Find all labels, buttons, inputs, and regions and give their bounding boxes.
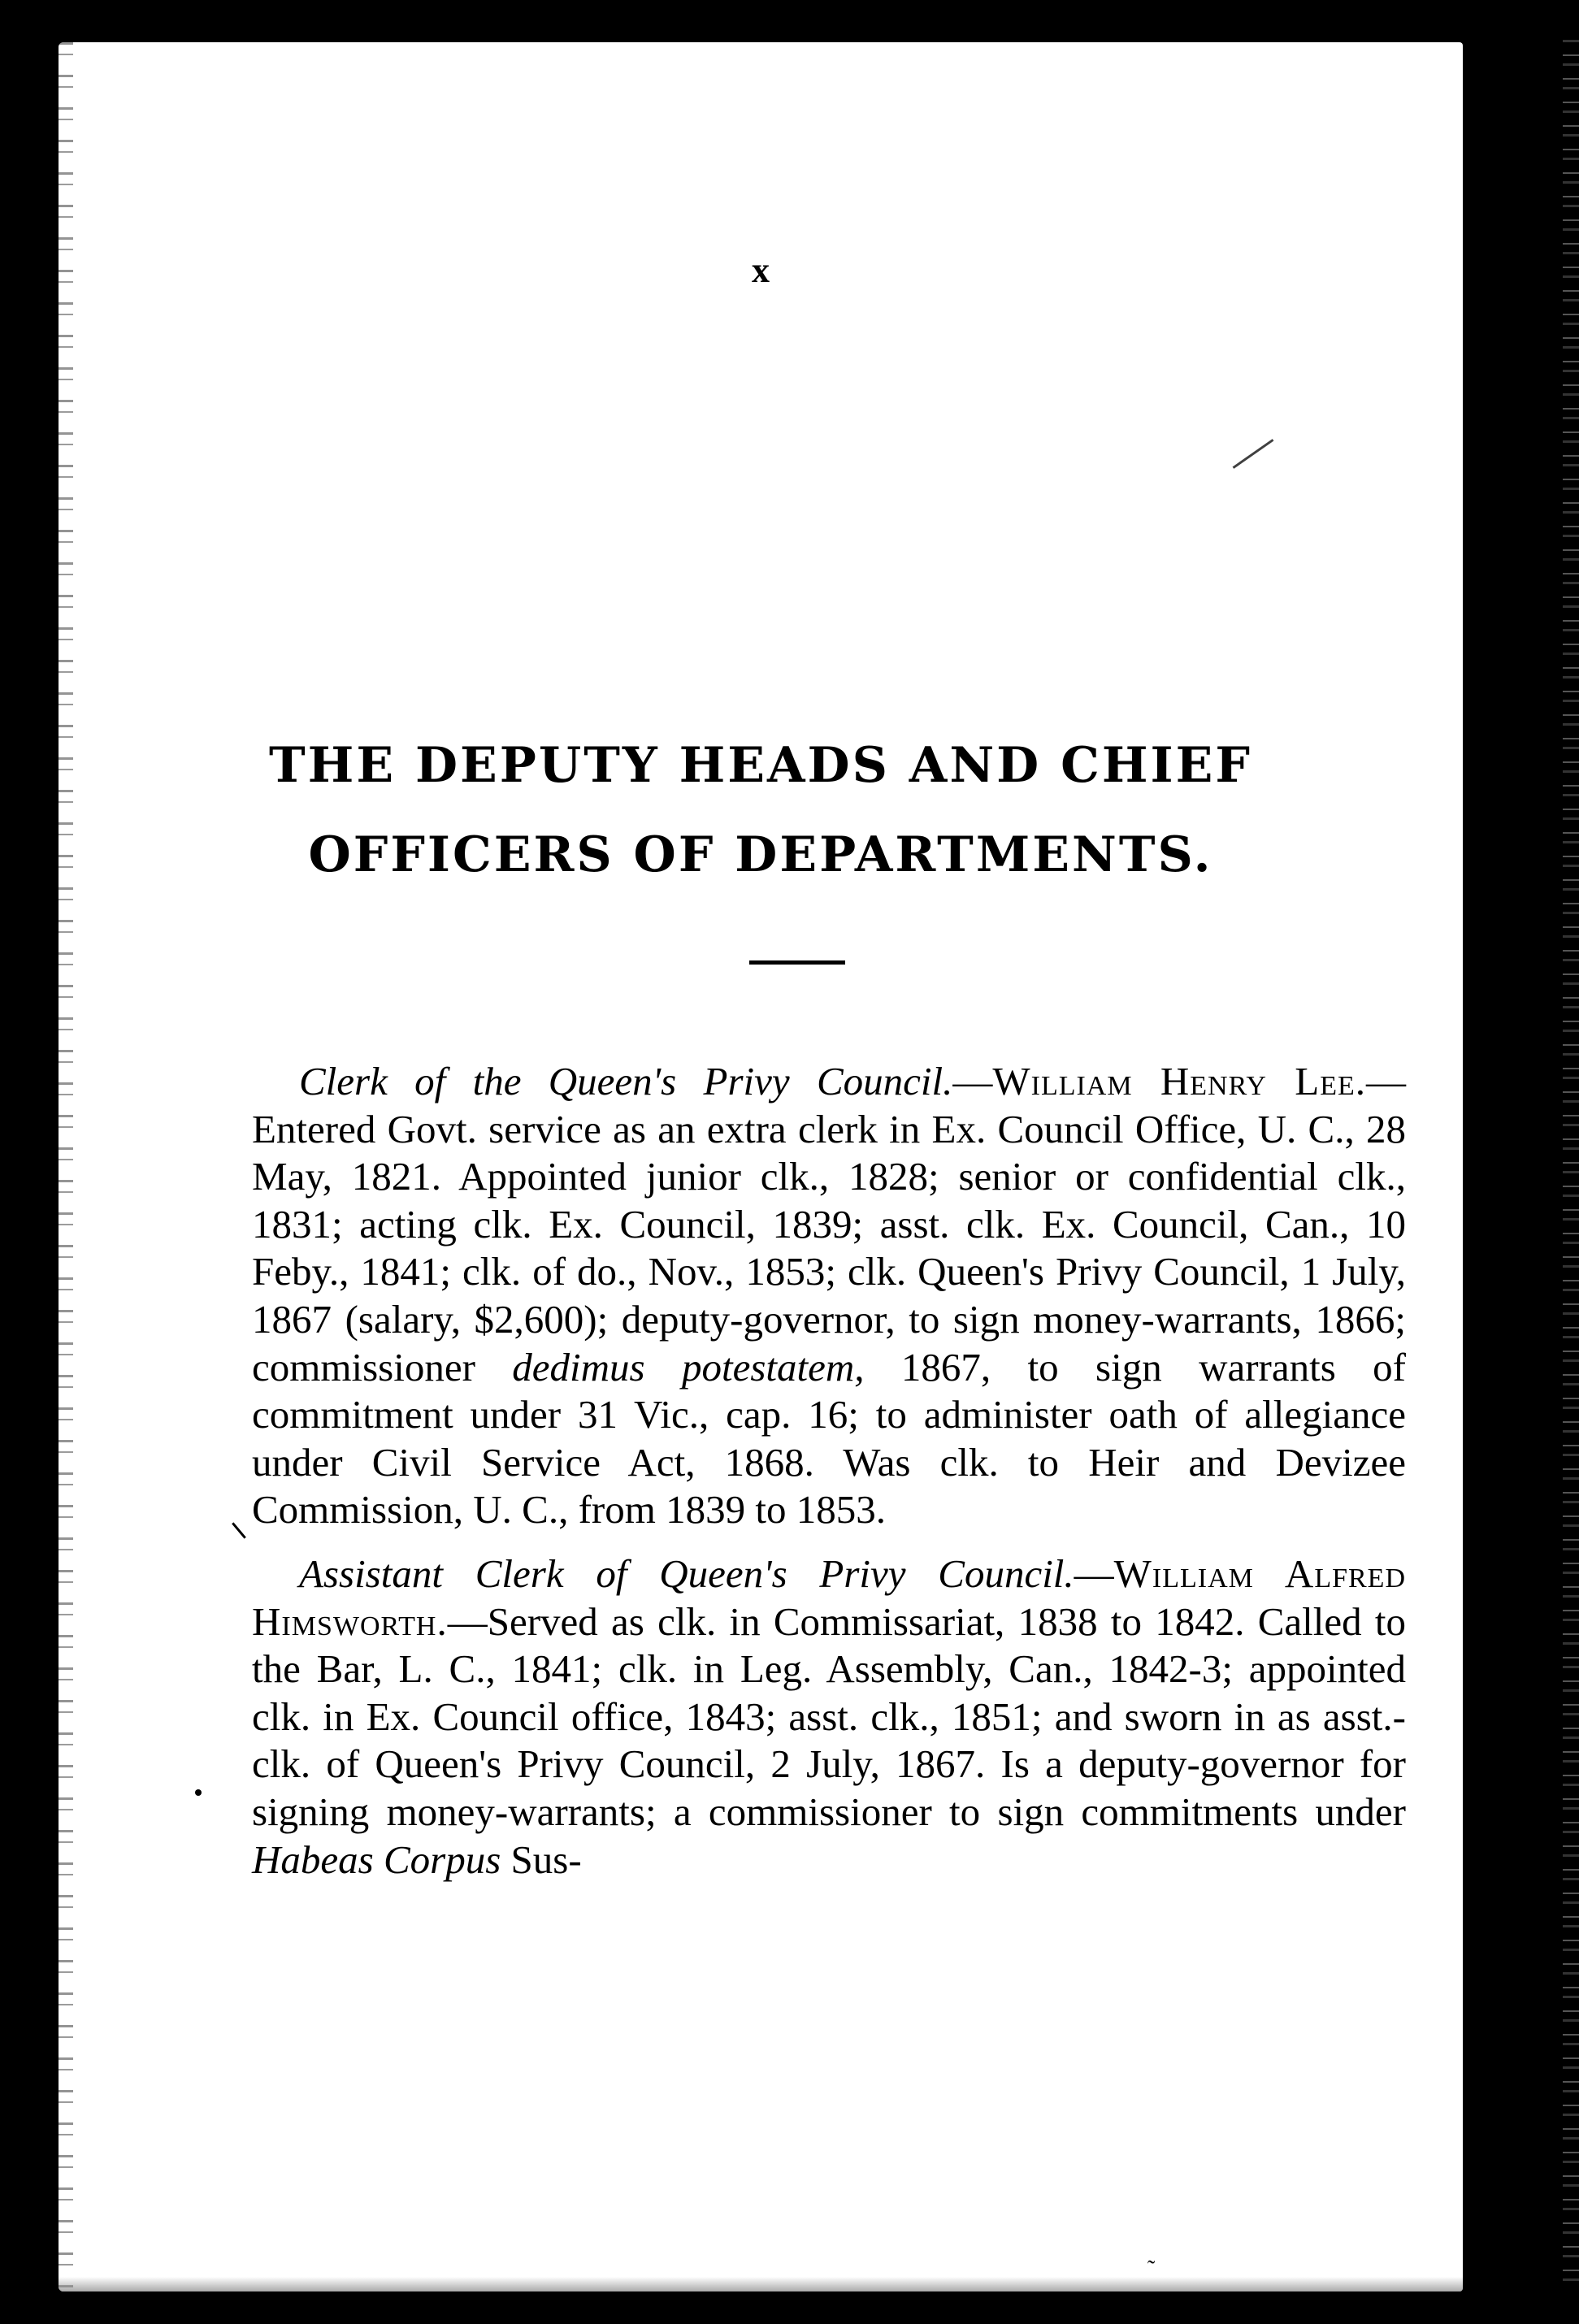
title-line-1: THE DEPUTY HEADS AND CHIEF: [269, 737, 1252, 794]
entry-text-cont: 1867, to sign warrants of commitment under 31 Vic., cap. 16; to administer oath of allegiance under Civil Service Act, 1868. Was clk. to Heir and Devizee Commission, U. C., from 1839 to 1853.: [252, 1344, 1406, 1533]
entry-separator: —: [952, 1059, 993, 1103]
body-text: [252, 1058, 1406, 1900]
title-rule: [749, 960, 845, 965]
margin-dot: [195, 1789, 202, 1796]
entry-text: —Served as clk. in Commissariat, 1838 to 1842. Called to the Bar, L. C., 1841; clk. in Leg. Assembly, Can., 1842-3; appointed clk. in Ex. Council office, 1843; asst. clk., 1851; and sworn in as asst.-clk. of Queen's Privy Council, 2 July, 1867. Is a deputy-governor for signing money-warrants; a commissioner to sign commitments under: [252, 1598, 1406, 1834]
entry-text-cont: Sus-: [501, 1836, 582, 1882]
entry-latin-term: dedimus potestatem,: [512, 1344, 865, 1390]
book-edge-shadow: [1563, 33, 1579, 2291]
entry-person-name: William Henry Lee.: [992, 1059, 1367, 1103]
entry-person-name: William Alfred Himsworth.: [252, 1550, 1407, 1644]
entry-text: —Entered Govt. service as an extra clerk in Ex. Council Office, U. C., 28 May, 1821. Appointed junior clk., 1828; senior or confidential clk., 1831; acting clk. Ex. Council, 1839; asst. clk. Ex. Council, Can., 10 Feby., 1841; clk. of do., Nov., 1853; clk. Queen's Privy Council, 1 July, 1867 (salary, $2,600); deputy-governor, to sign money-warrants, 1866; commissioner: [252, 1059, 1407, 1390]
entry-latin-term: Habeas Corpus: [252, 1836, 501, 1882]
page-title: [59, 721, 1463, 900]
entry-office: Assistant Clerk of Queen's Privy Council.: [299, 1550, 1074, 1596]
stray-pen-mark: [1233, 439, 1274, 469]
entry-clerk-privy-council: [252, 1058, 1406, 1534]
entry-assistant-clerk: [252, 1550, 1406, 1884]
title-line-2: OFFICERS OF DEPARTMENTS.: [308, 826, 1213, 883]
binding-shadow-bottom: [59, 2277, 1463, 2291]
binding-shadow-left: [59, 42, 73, 2291]
margin-mark: [232, 1522, 246, 1538]
entry-separator: —: [1074, 1550, 1114, 1596]
book-page: [59, 42, 1463, 2291]
page-number: x: [752, 250, 770, 290]
stray-bottom-mark: ˜: [1147, 2257, 1156, 2282]
entry-office: Clerk of the Queen's Privy Council.: [299, 1059, 953, 1103]
